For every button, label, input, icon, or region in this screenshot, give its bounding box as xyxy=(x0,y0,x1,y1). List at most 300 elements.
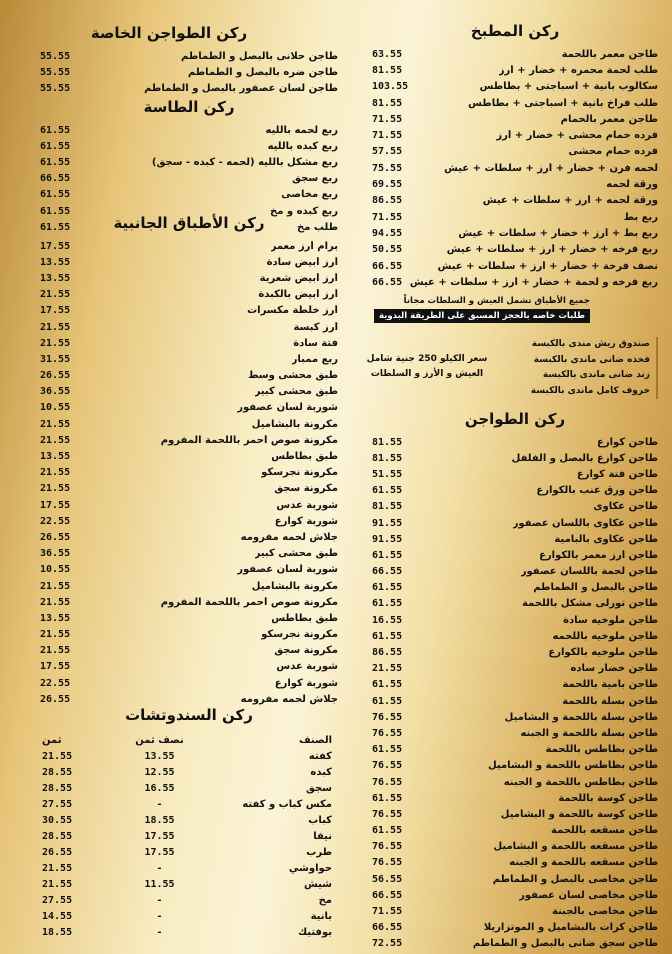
menu-item-row xyxy=(372,450,658,466)
menu-item-row xyxy=(372,225,658,241)
sandwich-row xyxy=(40,892,338,908)
kitchen-list xyxy=(372,46,658,290)
sandwich-row xyxy=(40,748,338,764)
menu-item-name: شوربة كوارع xyxy=(274,515,338,527)
menu-item-price: 71.55 xyxy=(372,130,403,142)
menu-item-name: ربع بط + أرز + خضار + سلطات + عيش xyxy=(458,227,658,239)
sandwich-row xyxy=(40,764,338,780)
menu-item-price: 76.55 xyxy=(372,808,403,820)
menu-item-row xyxy=(372,209,658,225)
menu-item-price: 69.55 xyxy=(372,179,403,191)
menu-item-row xyxy=(40,627,338,643)
menu-item-price: 26.55 xyxy=(40,531,71,543)
sandwich-half-price: - xyxy=(156,926,163,938)
menu-item-name: ربع سجق xyxy=(292,173,338,185)
menu-item-row xyxy=(40,80,338,96)
menu-item-row xyxy=(40,529,338,545)
menu-item-row xyxy=(372,887,658,903)
menu-item-price: 76.55 xyxy=(372,760,403,772)
kilo-price-note: سعر الكيلو 250 جنية شامل العيش و الأرز و السلطات xyxy=(366,354,488,379)
sandwich-full-price: 21.55 xyxy=(42,750,73,762)
menu-item-row xyxy=(40,448,338,464)
menu-item-row xyxy=(40,594,338,610)
menu-item-row xyxy=(372,709,658,725)
menu-item-name: طاجن أرز معمر بالكوارع xyxy=(539,549,658,561)
menu-item-row xyxy=(40,254,338,270)
menu-item-name: طاجن كوارع بالبصل و الفلفل xyxy=(511,452,658,464)
menu-item-name: طاجن عكاوى بالبامية xyxy=(554,533,658,545)
menu-item-price: 21.55 xyxy=(40,580,71,592)
menu-item-price: 81.55 xyxy=(372,452,403,464)
menu-item-row xyxy=(40,351,338,367)
menu-item-name: طاجن ملوخيه سادة xyxy=(563,614,658,626)
special-tawagen-list xyxy=(40,48,338,97)
menu-item-price: 71.55 xyxy=(372,113,403,125)
menu-item-name: ربع مشكل بالليه (لحمه - كبده - سجق) xyxy=(151,156,338,168)
menu-item-name: أرز خلطة مكسرات xyxy=(247,305,338,317)
menu-item-price: 66.55 xyxy=(372,566,403,578)
menu-item-price: 76.55 xyxy=(372,841,403,853)
menu-item-row xyxy=(40,319,338,335)
menu-item-price: 22.55 xyxy=(40,515,71,527)
menu-item-price: 103.55 xyxy=(372,81,409,93)
menu-item-price: 36.55 xyxy=(40,386,71,398)
menu-item-name: طبق محشى وسط xyxy=(248,370,338,382)
menu-item-price: 76.55 xyxy=(372,727,403,739)
special-tawagen-section xyxy=(40,24,338,97)
tawagen-list xyxy=(372,434,658,952)
menu-item-name: مكرونة سجق xyxy=(274,483,338,495)
menu-item-row xyxy=(372,466,658,482)
menu-item-price: 81.55 xyxy=(372,436,403,448)
menu-item-row xyxy=(372,855,658,871)
menu-item-name: مكرونة سجق xyxy=(274,645,338,657)
sandwich-name: طرب xyxy=(306,846,332,858)
header-item: الصنف xyxy=(298,734,332,746)
mandi-item: زند ضانى ماندى بالكبسة xyxy=(542,370,650,380)
menu-item-name: مكرونة بالبشاميل xyxy=(251,418,338,430)
menu-item-row xyxy=(40,138,338,154)
sandwich-full-price: 30.55 xyxy=(42,814,73,826)
menu-item-name: طاجن بسلة باللحمة و الجبنه xyxy=(520,727,658,739)
menu-item-name: طبق محشى كبير xyxy=(254,548,338,560)
special-tawagen-title: ركن الطواجن الخاصة xyxy=(90,24,248,42)
header-full: ثمن xyxy=(42,734,62,746)
menu-item-row xyxy=(40,497,338,513)
menu-item-price: 75.55 xyxy=(372,162,403,174)
menu-item-name: طاجن مخاصى بالبصل و الطماطم xyxy=(492,873,658,885)
menu-item-name: جلاش لحمه مفرومه xyxy=(240,531,338,543)
menu-item-price: 21.55 xyxy=(372,663,403,675)
menu-item-name: طاجن عكاوى xyxy=(593,501,658,513)
menu-item-price: 31.55 xyxy=(40,353,71,365)
special-orders-box: طلبات خاصه بالحجز المسبق على الطريقة البدوية xyxy=(374,309,590,323)
menu-item-price: 76.55 xyxy=(372,711,403,723)
menu-item-price: 86.55 xyxy=(372,647,403,659)
menu-item-row xyxy=(372,871,658,887)
menu-item-price: 94.55 xyxy=(372,227,403,239)
menu-item-name: طبق بطاطس xyxy=(271,451,338,463)
menu-item-name: طلب مخ xyxy=(297,221,338,233)
menu-item-name: طاجن بسلة باللحمة xyxy=(562,695,658,707)
sandwich-name: بانية xyxy=(310,910,332,922)
menu-item-row xyxy=(372,790,658,806)
menu-item-name: طلب لحمة محمره + خضار + أرز xyxy=(498,64,658,76)
menu-item-name: طاجن بسلة باللحمة و البشاميل xyxy=(504,711,658,723)
menu-item-price: 71.55 xyxy=(372,906,403,918)
header-half: نصف ثمن xyxy=(135,734,184,746)
menu-item-name: لحمه فرن + خضار + أرز + سلطات + عيش xyxy=(444,162,658,174)
menu-item-name: مكرونة صوص أحمر باللحمة المفروم xyxy=(160,434,338,446)
menu-item-name: نصف فرخة + خضار + أرز + سلطات + عيش xyxy=(437,260,658,272)
menu-item-row xyxy=(40,578,338,594)
menu-item-name: طاجن تورلى مشكل باللحمة xyxy=(522,598,658,610)
menu-item-name: طاجن بطاطس باللحمة و الجبنه xyxy=(503,776,658,788)
menu-item-price: 81.55 xyxy=(372,501,403,513)
menu-item-row xyxy=(372,111,658,127)
menu-item-name: ربع كبده بالليه xyxy=(267,140,338,152)
menu-item-name: مكرونة صوص أحمر باللحمة المفروم xyxy=(160,596,338,608)
menu-item-price: 26.55 xyxy=(40,370,71,382)
sandwich-full-price: 27.55 xyxy=(42,894,73,906)
sandwich-row xyxy=(40,828,338,844)
menu-item-name: طاجن كوارع xyxy=(597,436,658,448)
menu-item-name: مكرونة بالبشاميل xyxy=(251,580,338,592)
menu-item-row xyxy=(40,48,338,64)
menu-item-row xyxy=(372,661,658,677)
menu-item-row xyxy=(40,238,338,254)
menu-item-row xyxy=(372,596,658,612)
menu-item-name: طاجن مسقعه باللحمة و الجبنه xyxy=(509,857,658,869)
sandwich-full-price: 28.55 xyxy=(42,782,73,794)
menu-item-name: ربع مخاصى xyxy=(281,189,338,201)
menu-item-name: ربع لحمه بالليه xyxy=(265,124,338,136)
menu-item-price: 72.55 xyxy=(372,938,403,950)
menu-item-price: 21.55 xyxy=(40,337,71,349)
menu-item-price: 21.55 xyxy=(40,645,71,657)
menu-item-price: 21.55 xyxy=(40,289,71,301)
sandwich-half-price: 17.55 xyxy=(144,846,175,858)
sandwich-half-price: - xyxy=(156,798,163,810)
menu-item-name: فتة سادة xyxy=(293,337,338,349)
tasa-title: ركن الطاسة xyxy=(143,98,235,116)
menu-item-name: طاجن ورق عنب بالكوارع xyxy=(536,485,658,497)
menu-item-row xyxy=(40,400,338,416)
sandwich-row xyxy=(40,924,338,940)
menu-item-name: طاجن كوسة باللحمة xyxy=(558,792,658,804)
menu-item-row xyxy=(40,287,338,303)
menu-item-row xyxy=(40,562,338,578)
sandwich-name: بوفتيك xyxy=(297,926,332,938)
menu-item-price: 61.55 xyxy=(372,598,403,610)
menu-item-row xyxy=(372,176,658,192)
menu-item-price: 66.55 xyxy=(372,889,403,901)
sandwich-full-price: 14.55 xyxy=(42,910,73,922)
sandwich-half-price: 11.55 xyxy=(144,878,175,890)
menu-item-row xyxy=(372,693,658,709)
menu-item-row xyxy=(372,499,658,515)
menu-item-price: 61.55 xyxy=(40,124,71,136)
menu-item-price: 21.55 xyxy=(40,321,71,333)
menu-item-row xyxy=(40,171,338,187)
sandwich-half-price: 16.55 xyxy=(144,782,175,794)
menu-item-price: 10.55 xyxy=(40,564,71,576)
menu-item-name: طاجن بامية باللحمة xyxy=(562,679,658,691)
menu-item-name: طاجن معمر باللحمة xyxy=(561,48,658,60)
menu-item-row xyxy=(40,610,338,626)
menu-item-row xyxy=(40,154,338,170)
menu-item-row xyxy=(40,187,338,203)
menu-item-price: 17.55 xyxy=(40,499,71,511)
sandwiches-table xyxy=(40,732,338,940)
menu-item-name: طاجن لسان عصفور بالبصل و الطماطم xyxy=(144,82,338,94)
menu-item-row xyxy=(372,920,658,936)
menu-item-row xyxy=(40,368,338,384)
menu-item-row xyxy=(372,434,658,450)
menu-item-price: 61.55 xyxy=(372,549,403,561)
menu-item-row xyxy=(40,416,338,432)
sandwich-full-price: 28.55 xyxy=(42,830,73,842)
mandi-list xyxy=(531,337,658,399)
menu-item-name: طاجن بطاطس باللحمة و البشاميل xyxy=(487,760,658,772)
menu-item-row xyxy=(40,64,338,80)
menu-item-name: ربع ممبار xyxy=(291,353,338,365)
menu-item-row xyxy=(372,823,658,839)
sandwich-full-price: 21.55 xyxy=(42,878,73,890)
sandwich-name: حواوشي xyxy=(288,862,332,874)
mandi-item: فخذه ضانى ماندى بالكبسة xyxy=(533,354,650,365)
menu-item-row xyxy=(372,903,658,919)
menu-item-row xyxy=(372,515,658,531)
sandwich-full-price: 26.55 xyxy=(42,846,73,858)
menu-item-price: 57.55 xyxy=(372,146,403,158)
menu-item-price: 36.55 xyxy=(40,548,71,560)
menu-item-name: طاجن كرات بالبشاميل و الموتزاريلا xyxy=(483,922,658,934)
menu-item-price: 16.55 xyxy=(372,614,403,626)
sandwich-row xyxy=(40,812,338,828)
menu-item-row xyxy=(372,483,658,499)
menu-item-price: 61.55 xyxy=(372,792,403,804)
sandwich-name: نيفا xyxy=(313,830,332,842)
menu-item-name: شوربة لسان عصفور xyxy=(237,402,338,414)
menu-item-name: ورقة لحمه + أرز + سلطات + عيش xyxy=(482,195,658,207)
menu-item-price: 22.55 xyxy=(40,677,71,689)
menu-item-row xyxy=(40,122,338,138)
menu-item-name: طاجن عكاوى باللسان عصفور xyxy=(512,517,658,529)
sandwich-row xyxy=(40,780,338,796)
menu-item-price: 63.55 xyxy=(372,48,403,60)
menu-item-name: سكالوب بانية + اسباجتى + بطاطس xyxy=(479,81,658,93)
menu-item-price: 81.55 xyxy=(372,97,403,109)
sandwich-row xyxy=(40,860,338,876)
menu-item-name: أرز أبيض بالكبدة xyxy=(258,289,338,301)
menu-item-name: أرز أبيض سادة xyxy=(266,256,338,268)
menu-item-price: 17.55 xyxy=(40,661,71,673)
menu-item-name: طبق بطاطس xyxy=(271,612,338,624)
menu-item-row xyxy=(372,806,658,822)
sandwich-name: شيش xyxy=(303,878,332,890)
sandwich-half-price: 13.55 xyxy=(144,750,175,762)
menu-item-row xyxy=(40,659,338,675)
menu-item-price: 76.55 xyxy=(372,776,403,788)
sandwich-half-price: 12.55 xyxy=(144,766,175,778)
menu-item-row xyxy=(372,758,658,774)
menu-item-row xyxy=(372,193,658,209)
menu-item-name: طاجن فتة كوارع xyxy=(576,468,658,480)
menu-item-name: أرز كبسة xyxy=(293,321,338,333)
menu-item-price: 13.55 xyxy=(40,612,71,624)
kitchen-section xyxy=(372,22,658,290)
menu-item-price: 91.55 xyxy=(372,533,403,545)
sandwich-name: مكس كباب و كفته xyxy=(242,798,332,810)
menu-item-row xyxy=(40,675,338,691)
menu-item-row xyxy=(372,144,658,160)
menu-item-row xyxy=(40,691,338,707)
menu-item-name: شوربة عدس xyxy=(276,661,338,673)
sandwich-full-price: 18.55 xyxy=(42,926,73,938)
sandwich-full-price: 28.55 xyxy=(42,766,73,778)
menu-item-price: 13.55 xyxy=(40,256,71,268)
menu-item-name: طاجن سجق ضانى بالبصل و الطماطم xyxy=(472,938,658,950)
menu-item-row xyxy=(372,127,658,143)
menu-item-row xyxy=(372,242,658,258)
sandwiches-section xyxy=(40,706,338,730)
menu-item-row xyxy=(40,432,338,448)
menu-item-price: 21.55 xyxy=(40,434,71,446)
menu-item-name: ربع بط xyxy=(623,211,658,223)
menu-item-price: 17.55 xyxy=(40,240,71,252)
side-dishes-list xyxy=(40,238,338,707)
menu-item-price: 61.55 xyxy=(40,140,71,152)
menu-item-price: 61.55 xyxy=(40,156,71,168)
menu-item-price: 26.55 xyxy=(40,693,71,705)
menu-item-row xyxy=(372,258,658,274)
menu-item-price: 21.55 xyxy=(40,467,71,479)
sandwich-row xyxy=(40,876,338,892)
menu-item-row xyxy=(372,79,658,95)
menu-item-name: شوربة عدس xyxy=(276,499,338,511)
menu-item-name: ربع كبده و مخ xyxy=(270,205,338,217)
menu-item-row xyxy=(40,270,338,286)
menu-item-name: طاجن معمر بالحمام xyxy=(560,113,658,125)
menu-item-name: مكرونة نجرسكو xyxy=(261,629,338,641)
menu-item-row xyxy=(372,580,658,596)
menu-item-row xyxy=(372,531,658,547)
sandwich-half-price: - xyxy=(156,862,163,874)
menu-item-price: 61.55 xyxy=(372,744,403,756)
menu-item-row xyxy=(372,742,658,758)
sandwich-row xyxy=(40,796,338,812)
menu-item-row xyxy=(40,335,338,351)
sandwich-name: كفته xyxy=(308,750,332,762)
menu-item-price: 21.55 xyxy=(40,483,71,495)
menu-item-price: 66.55 xyxy=(372,922,403,934)
menu-item-row xyxy=(40,481,338,497)
sandwiches-rows xyxy=(40,748,338,940)
menu-item-row xyxy=(40,513,338,529)
menu-item-name: طاجن مخاصى لسان عصفور xyxy=(519,889,658,901)
menu-item-name: طاجن ملوخيه بالكوارع xyxy=(548,647,658,659)
menu-item-row xyxy=(372,547,658,563)
menu-item-price: 76.55 xyxy=(372,857,403,869)
menu-item-name: طاجن لحمة باللسان عصفور xyxy=(520,566,658,578)
menu-item-name: ربع فرخه + خضار + أرز + سلطات + عيش xyxy=(446,244,658,256)
menu-item-price: 61.55 xyxy=(372,679,403,691)
menu-item-row xyxy=(372,774,658,790)
tawagen-title: ركن الطواجن xyxy=(464,410,566,428)
menu-item-row xyxy=(40,465,338,481)
menu-item-row xyxy=(40,384,338,400)
menu-item-row xyxy=(372,612,658,628)
menu-item-name: طاجن مخاصى بالجبنة xyxy=(552,906,658,918)
mandi-item: صندوق ريش مندى بالكبسة xyxy=(531,339,650,349)
menu-item-row xyxy=(372,644,658,660)
menu-item-name: فرده حمام محشى xyxy=(568,146,658,158)
sandwich-half-price: 18.55 xyxy=(144,814,175,826)
sandwich-full-price: 27.55 xyxy=(42,798,73,810)
kitchen-note: جميع الأطباق تشمل العيش و السلطات مجاناً xyxy=(403,296,590,306)
menu-item-row xyxy=(372,839,658,855)
menu-item-price: 91.55 xyxy=(372,517,403,529)
menu-item-row xyxy=(372,564,658,580)
menu-item-price: 55.55 xyxy=(40,66,71,78)
menu-item-name: ورقة لحمه xyxy=(606,179,658,191)
menu-item-row xyxy=(40,303,338,319)
side-dishes-section xyxy=(40,214,338,707)
menu-item-price: 10.55 xyxy=(40,402,71,414)
menu-item-row xyxy=(372,274,658,290)
menu-item-name: أرز أبيض شعرية xyxy=(259,272,338,284)
menu-item-name: جلاش لحمه مفرومه xyxy=(240,693,338,705)
menu-item-price: 66.55 xyxy=(372,276,403,288)
menu-item-row xyxy=(40,546,338,562)
menu-item-price: 56.55 xyxy=(372,873,403,885)
sandwich-name: سجق xyxy=(305,782,332,794)
menu-item-name: طلب فراخ بانية + اسباجتى + بطاطس xyxy=(468,97,658,109)
menu-item-row xyxy=(372,62,658,78)
tawagen-section xyxy=(372,410,658,952)
sandwich-half-price: 17.55 xyxy=(144,830,175,842)
menu-item-price: 55.55 xyxy=(40,82,71,94)
menu-item-name: طاجن مسقعه باللحمة و البشاميل xyxy=(493,841,658,853)
menu-item-name: طاجن ضره بالبصل و الطماطم xyxy=(187,66,338,78)
menu-item-price: 13.55 xyxy=(40,451,71,463)
menu-item-price: 55.55 xyxy=(40,50,71,62)
menu-item-name: شوربة لسان عصفور xyxy=(237,564,338,576)
menu-item-price: 66.55 xyxy=(40,173,71,185)
menu-item-price: 61.55 xyxy=(372,582,403,594)
menu-item-name: برام أرز معمر xyxy=(270,240,338,252)
menu-item-price: 61.55 xyxy=(372,695,403,707)
menu-item-name: طاجن بطاطس باللحمة xyxy=(545,744,658,756)
menu-item-name: طاجن خضار ساده xyxy=(570,663,658,675)
menu-item-name: طاجن كوسة باللحمة و البشاميل xyxy=(500,808,658,820)
menu-item-name: مكرونة نجرسكو xyxy=(261,467,338,479)
menu-item-price: 13.55 xyxy=(40,272,71,284)
menu-item-name: شوربة كوارع xyxy=(274,677,338,689)
kitchen-title: ركن المطبخ xyxy=(470,22,560,40)
menu-item-name: طاجن بالبصل و الطماطم xyxy=(533,582,658,594)
menu-item-price: 81.55 xyxy=(372,64,403,76)
menu-item-price: 17.55 xyxy=(40,305,71,317)
menu-item-row xyxy=(372,628,658,644)
menu-item-price: 21.55 xyxy=(40,629,71,641)
menu-item-row xyxy=(372,95,658,111)
menu-item-price: 61.55 xyxy=(40,189,71,201)
menu-item-name: طاجن حلانى بالبصل و الطماطم xyxy=(181,50,338,62)
menu-item-name: طاجن ملوخيه باللحمه xyxy=(552,630,658,642)
menu-item-name: طبق محشى كبير xyxy=(254,386,338,398)
